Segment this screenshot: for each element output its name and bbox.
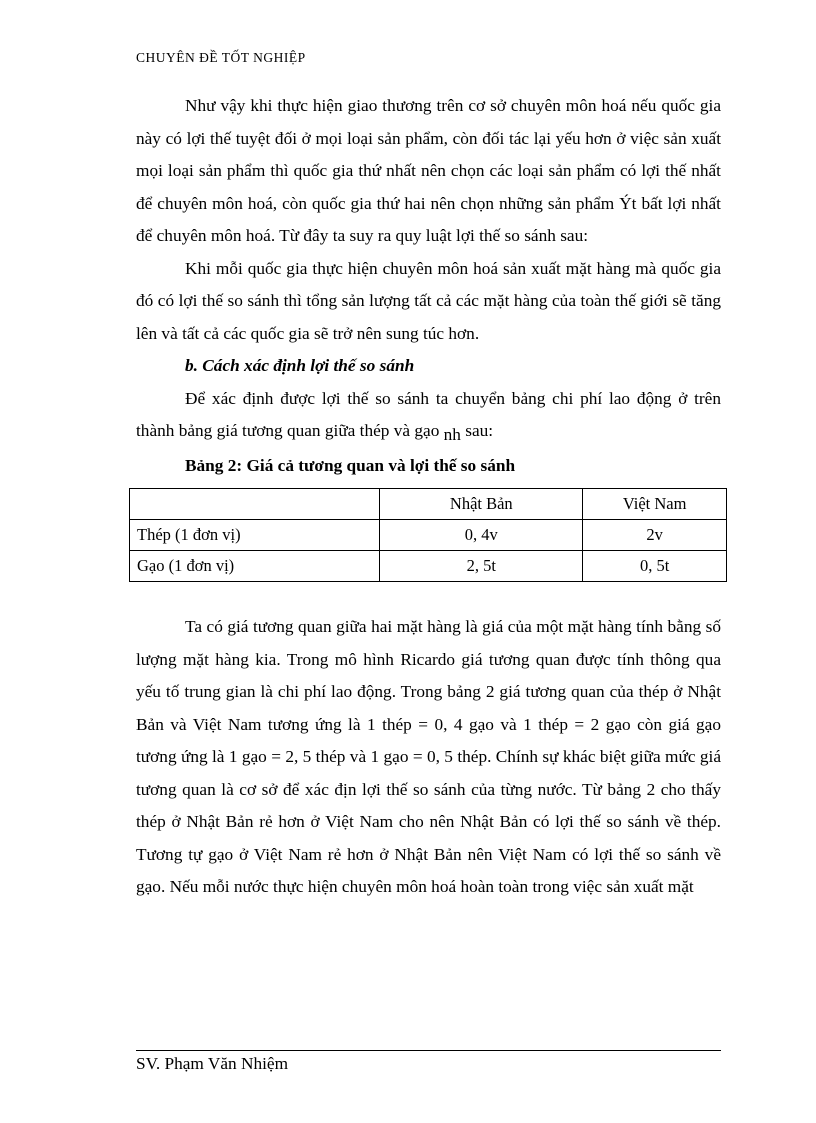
paragraph-2: Khi mỗi quốc gia thực hiện chuyên môn hoá sản xuất mặt hàng mà quốc gia đó có lợi thế so sánh thì tổng sản lượng tất cả các mặt hàng của toàn thế giới sẽ tăng lên và tất cả các quốc gia sẽ trở nên sung túc hơn. <box>136 258 721 343</box>
footer-divider <box>136 1050 721 1051</box>
paragraph-3 <box>136 383 721 448</box>
table-header-row <box>130 489 727 520</box>
page-footer: SV. Phạm Văn Nhiệm <box>136 1054 289 1073</box>
document-body <box>136 90 721 904</box>
table-row <box>130 520 727 551</box>
table-header-cell: Nhật Bản <box>380 489 583 520</box>
table-cell: 2v <box>583 520 727 551</box>
table-header-cell: Việt Nam <box>583 489 727 520</box>
table-row <box>130 551 727 582</box>
table-cell: Thép (1 đơn vị) <box>130 520 380 551</box>
page-header: CHUYÊN ĐỀ TỐT NGHIỆP <box>136 50 306 65</box>
table-cell: 0, 4v <box>380 520 583 551</box>
paragraph-4: Ta có giá tương quan giữa hai mặt hàng là giá của một mặt hàng tính bằng số lượng mặt hàng kia. Trong mô hình Ricardo giá tương quan được tính thông qua yếu tố trung gian là chi phí lao động. Trong bảng 2 giá tương quan của thép ở Nhật Bản và Việt Nam tương ứng là 1 thép = 0, 4 gạo và 1 thép = 2 gạo còn giá gạo tương ứng là 1 gạo = 2, 5 thép và 1 gạo = 0, 5 thép. Chính sự khác biệt giữa mức giá tương quan là cơ sở để xác địn lợi thế so sánh của từng nước. Từ bảng 2 cho thấy thép ở Nhật Bản rẻ hơn ở Việt Nam cho nên Nhật Bản có lợi thế so sánh về thép. Tương tự gạo ở Việt Nam rẻ hơn ở Nhật Bản nên Việt Nam có lợi thế so sánh về gạo. Nếu mỗi nước thực hiện chuyên môn hoá hoàn toàn trong việc sản xuất mặt <box>136 617 721 896</box>
paragraph-3-end: sau: <box>460 421 494 440</box>
table-header-cell <box>130 489 380 520</box>
table-cell: 2, 5t <box>380 551 583 582</box>
paragraph-3-nh: nh <box>443 425 461 444</box>
table-cell: Gạo (1 đơn vị) <box>130 551 380 582</box>
table-cell: 0, 5t <box>583 551 727 582</box>
table-title: Bảng 2: Giá cả tương quan và lợi thế so sánh <box>185 455 516 475</box>
section-heading-b: b. Cách xác định lợi thế so sánh <box>185 356 415 375</box>
paragraph-3-text: Để xác định được lợi thế so sánh ta chuyển bảng chi phí lao động ở trên thành bảng giá tương quan giữa thép và gạo <box>136 388 721 440</box>
paragraph-1: Như vậy khi thực hiện giao thương trên cơ sở chuyên môn hoá nếu quốc gia này có lợi thế tuyệt đối ở mọi loại sản phẩm, còn đối tác lại yếu hơn ở việc sản xuất mọi loại sản phẩm thì quốc gia thứ nhất nên chọn các loại sản phẩm có lợi thế nhất để chuyên môn hoá, còn quốc gia thứ hai nên chọn những sản phẩm Ýt bất lợi nhất để chuyên môn hoá. Từ đây ta suy ra quy luật lợi thế so sánh sau: <box>136 96 721 245</box>
price-table <box>129 488 727 582</box>
